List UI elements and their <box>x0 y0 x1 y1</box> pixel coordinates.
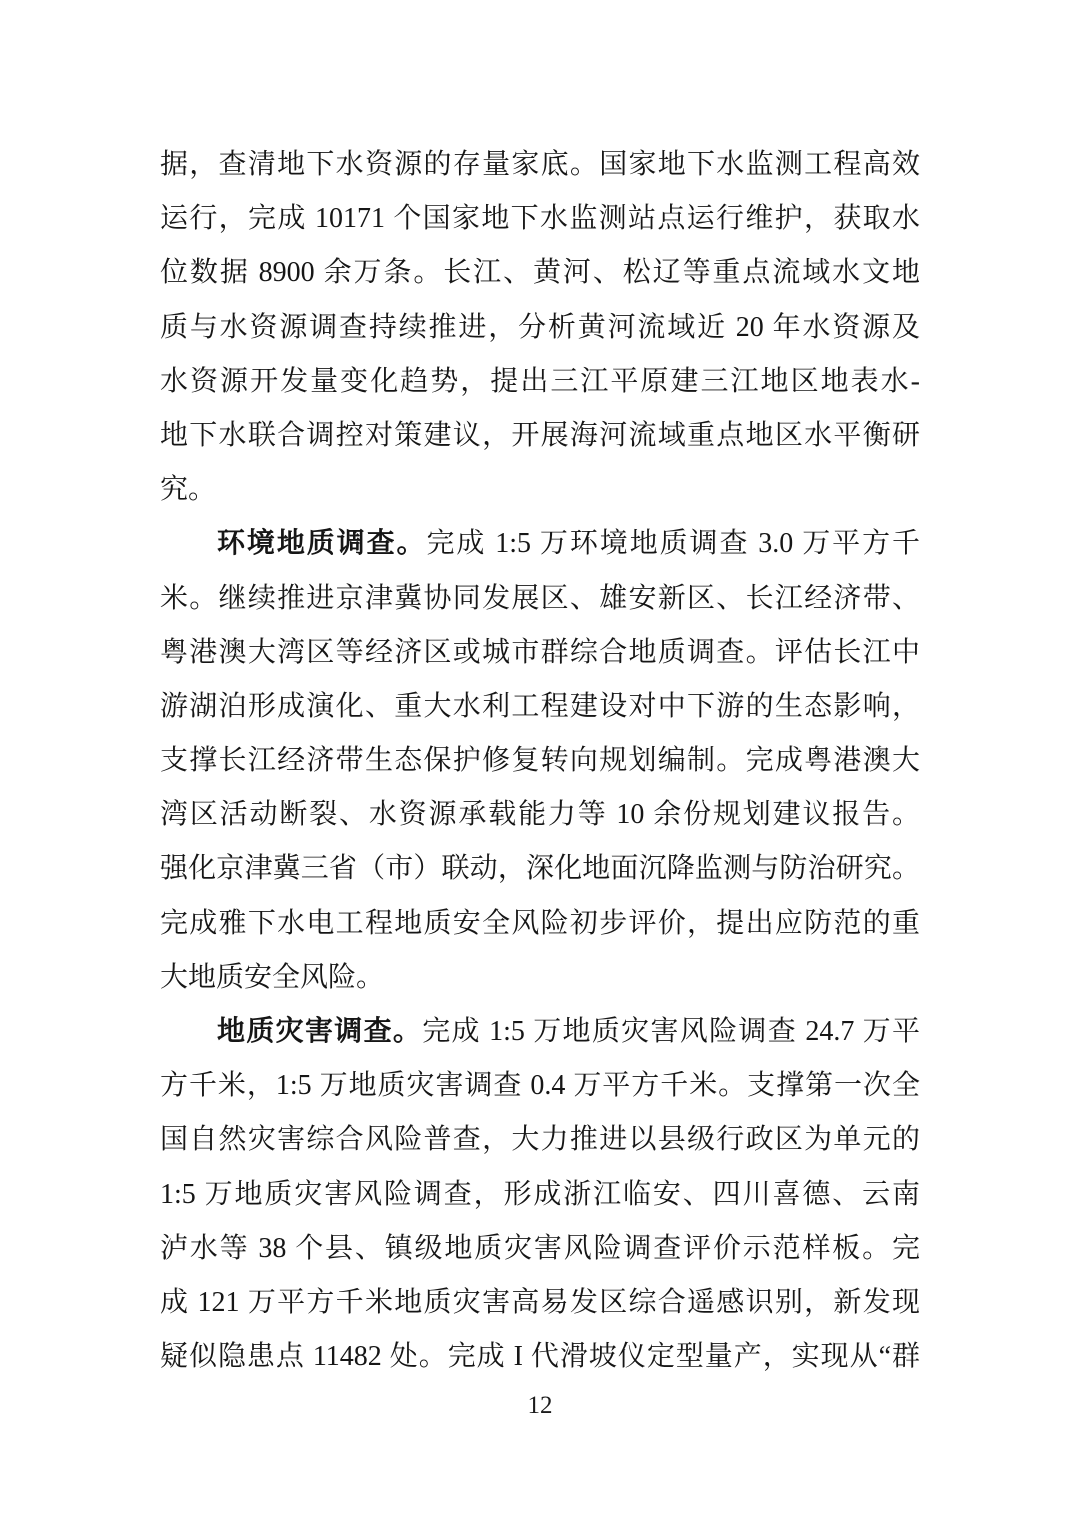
line-text: 位数据 8900 余万条。长江、黄河、松辽等重点流域水文地 <box>160 257 920 289</box>
line-text: 方千米，1:5 万地质灾害调查 0.4 万平方千米。支撑第一次全 <box>160 1070 920 1102</box>
page-number: 12 <box>527 1392 553 1419</box>
text-line <box>160 138 920 192</box>
line-text: 成 121 万平方千米地质灾害高易发区综合遥感识别，新发现 <box>160 1286 920 1318</box>
text-line <box>160 246 920 300</box>
text-line <box>160 1005 920 1059</box>
text-line <box>160 1330 920 1384</box>
line-bold-lead: 地质灾害调查。 <box>217 1016 423 1047</box>
text-line <box>160 788 920 842</box>
line-text: 据，查清地下水资源的存量家底。国家地下水监测工程高效 <box>160 149 920 180</box>
text-line <box>160 572 920 626</box>
text-line <box>160 1168 920 1222</box>
text-line <box>160 626 920 680</box>
line-bold-lead: 环境地质调查。 <box>217 528 427 560</box>
text-line <box>160 951 920 1005</box>
line-text: 湾区活动断裂、水资源承载能力等 10 余份规划建议报告。 <box>160 799 920 831</box>
line-text: 游湖泊形成演化、重大水利工程建设对中下游的生态影响， <box>160 690 920 722</box>
text-line <box>160 842 920 896</box>
text-line <box>160 1222 920 1276</box>
line-text: 完成 1:5 万地质灾害风险调查 24.7 万平 <box>422 1016 920 1047</box>
text-line <box>160 355 920 409</box>
line-text: 完成雅下水电工程地质安全风险初步评价，提出应防范的重 <box>160 907 920 939</box>
line-text: 究。 <box>160 474 217 506</box>
text-line <box>160 1059 920 1113</box>
text-line <box>160 301 920 355</box>
text-line <box>160 517 920 571</box>
line-text: 强化京津冀三省（市）联动，深化地面沉降监测与防治研究。 <box>160 853 920 885</box>
line-text: 泸水等 38 个县、镇级地质灾害风险调查评价示范样板。完 <box>160 1232 920 1264</box>
line-text: 运行，完成 10171 个国家地下水监测站点运行维护，获取水 <box>160 203 920 235</box>
text-line <box>160 192 920 246</box>
line-text: 完成 1:5 万环境地质调查 3.0 万平方千 <box>426 528 920 560</box>
line-text: 大地质安全风险。 <box>160 961 385 993</box>
text-line <box>160 680 920 734</box>
text-line <box>160 409 920 463</box>
line-text: 疑似隐患点 11482 处。完成 I 代滑坡仪定型量产，实现从“群 <box>160 1341 920 1373</box>
line-text: 地下水联合调控对策建议，开展海河流域重点地区水平衡研 <box>160 419 920 451</box>
line-text: 粤港澳大湾区等经济区或城市群综合地质调查。评估长江中 <box>160 636 920 668</box>
document-body <box>160 138 920 1384</box>
line-text: 支撑长江经济带生态保护修复转向规划编制。完成粤港澳大 <box>160 745 920 777</box>
text-line <box>160 1276 920 1330</box>
text-line <box>160 897 920 951</box>
text-line <box>160 1113 920 1167</box>
text-line <box>160 463 920 517</box>
text-line <box>160 734 920 788</box>
line-text: 1:5 万地质灾害风险调查，形成浙江临安、四川喜德、云南 <box>160 1178 920 1210</box>
line-text: 米。继续推进京津冀协同发展区、雄安新区、长江经济带、 <box>160 582 920 614</box>
line-text: 质与水资源调查持续推进，分析黄河流域近 20 年水资源及 <box>160 311 920 343</box>
line-text: 国自然灾害综合风险普查，大力推进以县级行政区为单元的 <box>160 1124 920 1156</box>
line-text: 水资源开发量变化趋势，提出三江平原建三江地区地表水- <box>160 365 920 397</box>
